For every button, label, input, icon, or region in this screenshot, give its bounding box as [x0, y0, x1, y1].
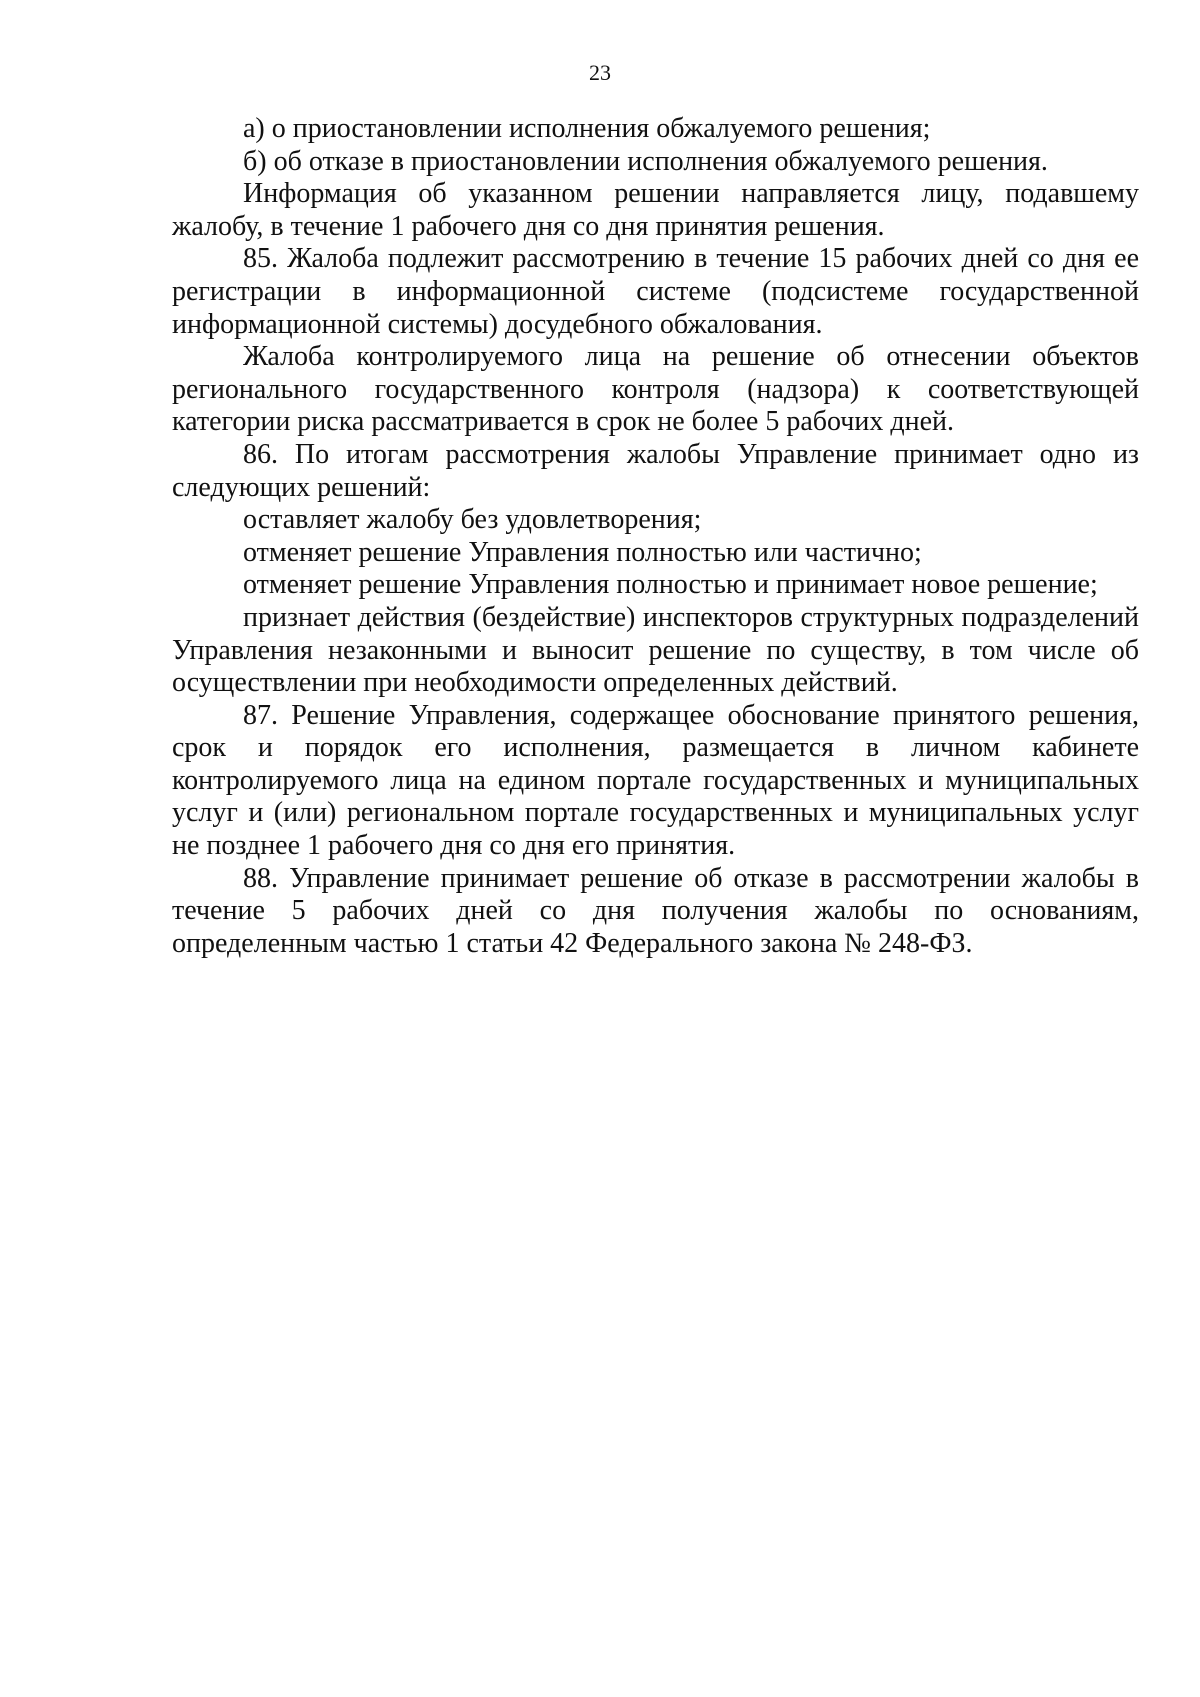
paragraph-85-risk-category: Жалоба контролируемого лица на решение об отнесении объектов регионального государственного контроля (надзора) к соответствующей категории риска рассматривается в срок не более 5 рабочих дней.: [172, 341, 1139, 438]
paragraph-86-option-3: отменяет решение Управления полностью и принимает новое решение;: [243, 569, 1098, 601]
page-number: 23: [589, 60, 611, 85]
document-body: [172, 113, 1139, 960]
paragraph-item-a: а) о приостановлении исполнения обжалуемого решения;: [243, 113, 931, 144]
paragraph-88: 88. Управление принимает решение об отказе в рассмотрении жалобы в течение 5 рабочих дней со дня получения жалобы по основаниям, определенным частью 1 статьи 42 Федерального закона № 248-ФЗ.: [172, 862, 1139, 959]
paragraph-decision-notice: Информация об указанном решении направляется лицу, подавшему жалобу, в течение 1 рабочего дня со дня принятия решения.: [172, 178, 1139, 242]
paragraph-86-option-1: оставляет жалобу без удовлетворения;: [243, 504, 702, 536]
paragraph-87: 87. Решение Управления, содержащее обоснование принятого решения, срок и порядок его исполнения, размещается в личном кабинете контролируемого лица на едином портале государственных и муниципальных услуг и (или) региональном портале государственных и муниципальных услуг не позднее 1 рабочего дня со дня его принятия.: [172, 699, 1139, 862]
paragraph-85: 85. Жалоба подлежит рассмотрению в течение 15 рабочих дней со дня ее регистрации в информационной системе (подсистеме государственной информационной системы) досудебного обжалования.: [172, 243, 1139, 340]
paragraph-item-b: б) об отказе в приостановлении исполнения обжалуемого решения.: [243, 145, 1048, 177]
paragraph-86-option-2: отменяет решение Управления полностью или частично;: [243, 536, 922, 568]
paragraph-86-option-4: признает действия (бездействие) инспекторов структурных подразделений Управления незаконными и выносит решение по существу, в том числе об осуществлении при необходимости определенных действий.: [172, 601, 1139, 699]
paragraph-86: 86. По итогам рассмотрения жалобы Управление принимает одно из следующих решений:: [172, 438, 1139, 503]
